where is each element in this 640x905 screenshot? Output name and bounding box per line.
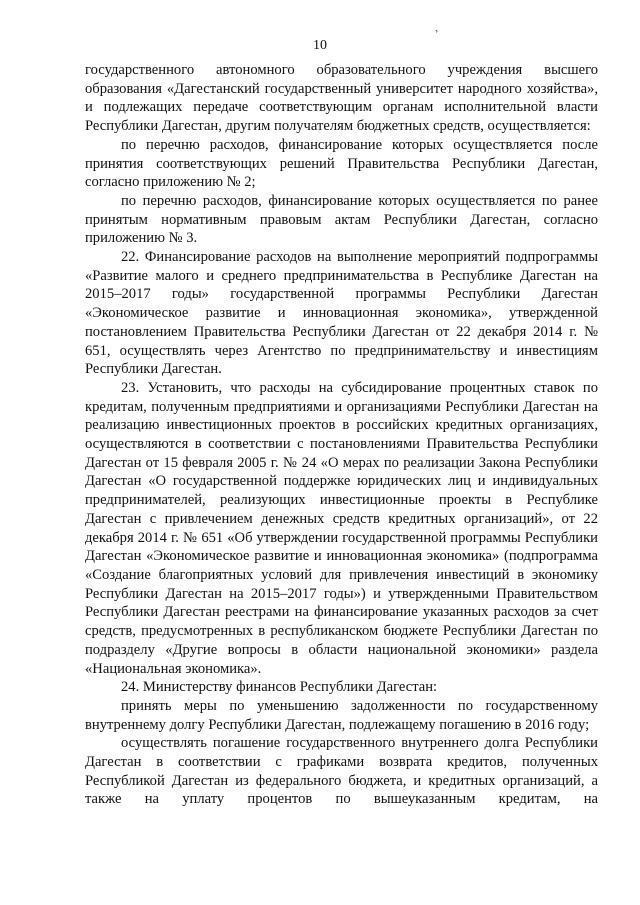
corner-mark: ’: [433, 27, 443, 41]
paragraph: принять меры по уменьшению задолженности по государственному внутреннему долгу Республики Дагестан, подлежащему погашению в 2016 году;: [85, 697, 598, 733]
paragraph: по перечню расходов, финансирование которых осуществляется после принятия соответствующих решений Правительства Республики Дагестан, согласно приложению № 2;: [85, 136, 598, 191]
page-number: 10: [313, 38, 327, 53]
paragraph: государственного автономного образовательного учреждения высшего образования «Дагестанский государственный университет народного хозяйства», и подлежащих передаче соответствующим органам исполнительной власти Республики Дагестан, другим получателям бюджетных средств, осуществляется:: [85, 62, 598, 135]
paragraph: 23. Установить, что расходы на субсидирование процентных ставок по кредитам, полученным предприятиями и организациями Республики Дагестан на реализацию инвестиционных проектов в российских кредитных организациях, осуществляются в соответствии с постановлениями Правительства Республики Дагестан от 15 февраля 2005 г. № 24 «О мерах по реализации Закона Республики Дагестан «О государственной поддержке юридических лиц и индивидуальных предпринимателей, реализующих инвестиционные проекты в Республике Дагестан с привлечением денежных средств кредитных организаций», от 22 декабря 2014 г. № 651 «Об утверждении государственной программы Республики Дагестан «Экономическое развитие и инновационная экономика» (подпрограмма «Создание благоприятных условий для привлечения инвестиций в экономику Республики Дагестан на 2015–2017 годы») и утвержденными Правительством Республики Дагестан реестрами на финансирование указанных расходов за счет средств, предусмотренных в республиканском бюджете Республики Дагестан по подразделу «Другие вопросы в области национальной экономики» раздела «Национальная экономика».: [85, 379, 598, 677]
paragraph: 22. Финансирование расходов на выполнение мероприятий подпрограммы «Развитие малого и среднего предпринимательства в Республике Дагестан на 2015–2017 годы» государственной программы Республики Дагестан «Экономическое развитие и инновационная экономика», утвержденной постановлением Правительства Республики Дагестан от 22 декабря 2014 г. № 651, осуществлять через Агентство по предпринимательству и инвестициям Республики Дагестан.: [85, 249, 598, 378]
paragraph: по перечню расходов, финансирование которых осуществляется по ранее принятым нормативным правовым актам Республики Дагестан, согласно приложению № 3.: [85, 192, 598, 247]
paragraph: осуществлять погашение государственного внутреннего долга Республики Дагестан в соответствии с графиками возврата кредитов, полученных Республикой Дагестан из федерального бюджета, и кредитных организаций, а также на уплату процентов по вышеуказанным кредитам, на: [85, 735, 598, 808]
body-text: [85, 61, 598, 809]
paragraph: 24. Министерству финансов Республики Дагестан:: [121, 679, 438, 696]
